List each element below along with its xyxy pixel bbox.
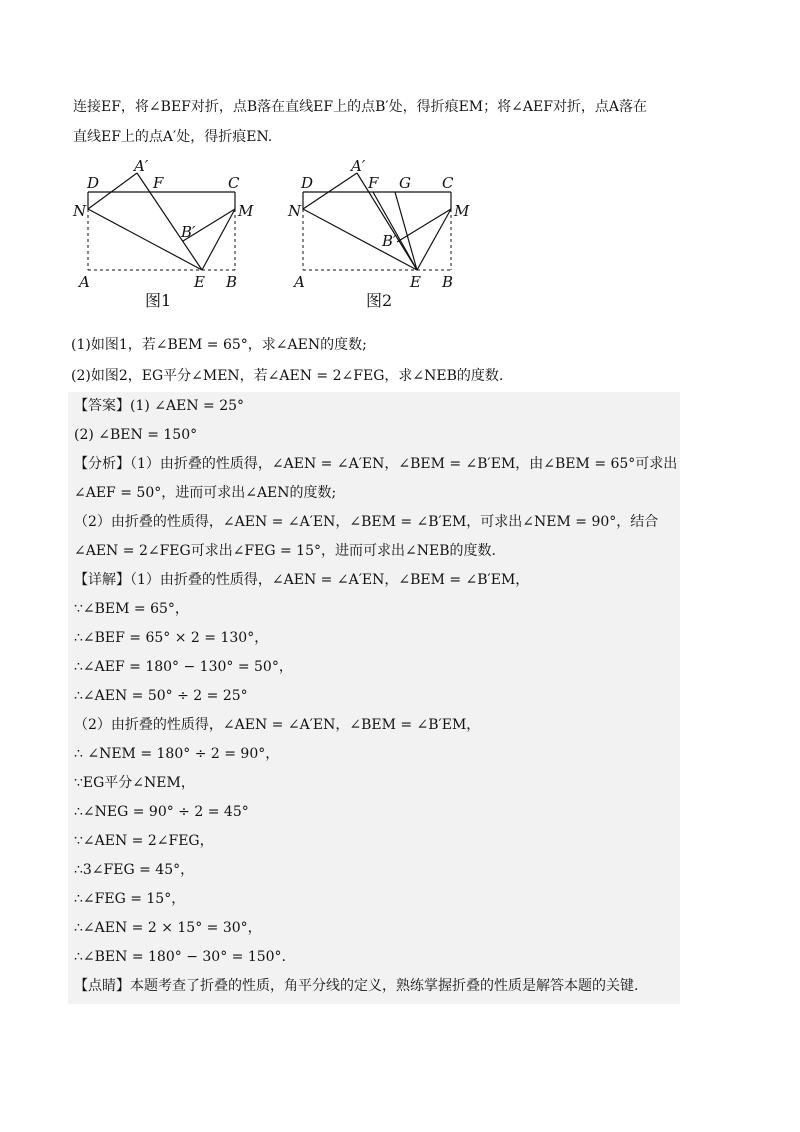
fig2-label-C: C	[442, 174, 454, 192]
detail-1: 【详解】（1）由折叠的性质得，∠AEN = ∠A′EN，∠BEM = ∠B′EM，	[74, 572, 530, 588]
solution-panel	[68, 392, 680, 1004]
detail-7: ∴ ∠NEM = 180° ÷ 2 = 90°，	[74, 746, 280, 762]
fig2-label-A-prime: A′	[351, 157, 366, 175]
detail-12: ∴∠FEG = 15°，	[74, 891, 186, 907]
fig2-label-E: E	[410, 273, 421, 291]
intro-line-2: 直线EF上的点A′处，得折痕EN.	[73, 129, 273, 145]
fig2-label-F: F	[368, 174, 379, 192]
detail-14: ∴∠BEN = 180° − 30° = 150°.	[74, 949, 286, 965]
detail-2: ∵∠BEM = 65°，	[74, 601, 189, 617]
fig2-label-B-prime: B′	[382, 232, 397, 250]
answer-1: 【答案】(1) ∠AEN = 25°	[74, 398, 245, 414]
fig2-label-B: B	[442, 273, 454, 291]
fig2-label-A: A	[294, 273, 305, 291]
question-2: (2)如图2，EG平分∠MEN，若∠AEN = 2∠FEG，求∠NEB的度数.	[71, 368, 504, 384]
detail-10: ∵∠AEN = 2∠FEG，	[74, 833, 214, 849]
fig2-caption: 图2	[366, 291, 393, 310]
fig2-label-D: D	[301, 174, 314, 192]
analysis-2: ∠AEF = 50°，进而可求出∠AEN的度数;	[74, 485, 337, 501]
detail-8: ∵EG平分∠NEM，	[74, 775, 195, 791]
fig1-label-C: C	[228, 174, 240, 192]
fig2-label-N: N	[288, 202, 302, 220]
analysis-3: （2）由折叠的性质得，∠AEN = ∠A′EN，∠BEM = ∠B′EM，可求出∠NEM = 90°，结合	[74, 514, 659, 530]
analysis-1: 【分析】（1）由折叠的性质得，∠AEN = ∠A′EN，∠BEM = ∠B′EM，由∠BEM = 65°可求出	[74, 456, 678, 472]
geometry-figures	[70, 155, 470, 315]
fig1-label-D: D	[87, 174, 100, 192]
analysis-4: ∠AEN = 2∠FEG可求出∠FEG = 15°，进而可求出∠NEB的度数.	[74, 543, 496, 559]
figure-1	[72, 157, 254, 310]
fig1-label-A: A	[79, 273, 90, 291]
intro-line-1: 连接EF，将∠BEF对折，点B落在直线EF上的点B′处，得折痕EM；将∠AEF对折，点A落在	[73, 99, 648, 115]
detail-3: ∴∠BEF = 65° × 2 = 130°，	[74, 630, 269, 646]
question-1: (1)如图1，若∠BEM = 65°，求∠AEN的度数;	[71, 337, 367, 353]
answer-2: (2) ∠BEN = 150°	[74, 427, 198, 443]
fig1-label-E: E	[194, 273, 205, 291]
figure-2	[287, 157, 470, 310]
fig2-label-G: G	[399, 174, 411, 192]
fig1-label-B: B	[226, 273, 238, 291]
fig1-caption: 图1	[145, 291, 172, 310]
fig1-label-B-prime: B′	[181, 223, 196, 241]
fig1-label-A-prime: A′	[134, 157, 149, 175]
detail-9: ∴∠NEG = 90° ÷ 2 = 45°	[74, 804, 249, 820]
fig1-label-N: N	[73, 202, 87, 220]
detail-13: ∴∠AEN = 2 × 15° = 30°，	[74, 920, 262, 936]
detail-11: ∴3∠FEG = 45°，	[74, 862, 195, 878]
detail-4: ∴∠AEF = 180° − 130° = 50°，	[74, 659, 293, 675]
fig1-label-M: M	[238, 202, 254, 220]
fig2-label-M: M	[454, 202, 470, 220]
comment: 【点睛】本题考查了折叠的性质，角平分线的定义，熟练掌握折叠的性质是解答本题的关键.	[74, 978, 639, 994]
detail-5: ∴∠AEN = 50° ÷ 2 = 25°	[74, 688, 248, 704]
detail-6: （2）由折叠的性质得，∠AEN = ∠A′EN，∠BEM = ∠B′EM，	[74, 717, 481, 733]
fig1-label-F: F	[153, 174, 164, 192]
figures	[70, 155, 470, 315]
